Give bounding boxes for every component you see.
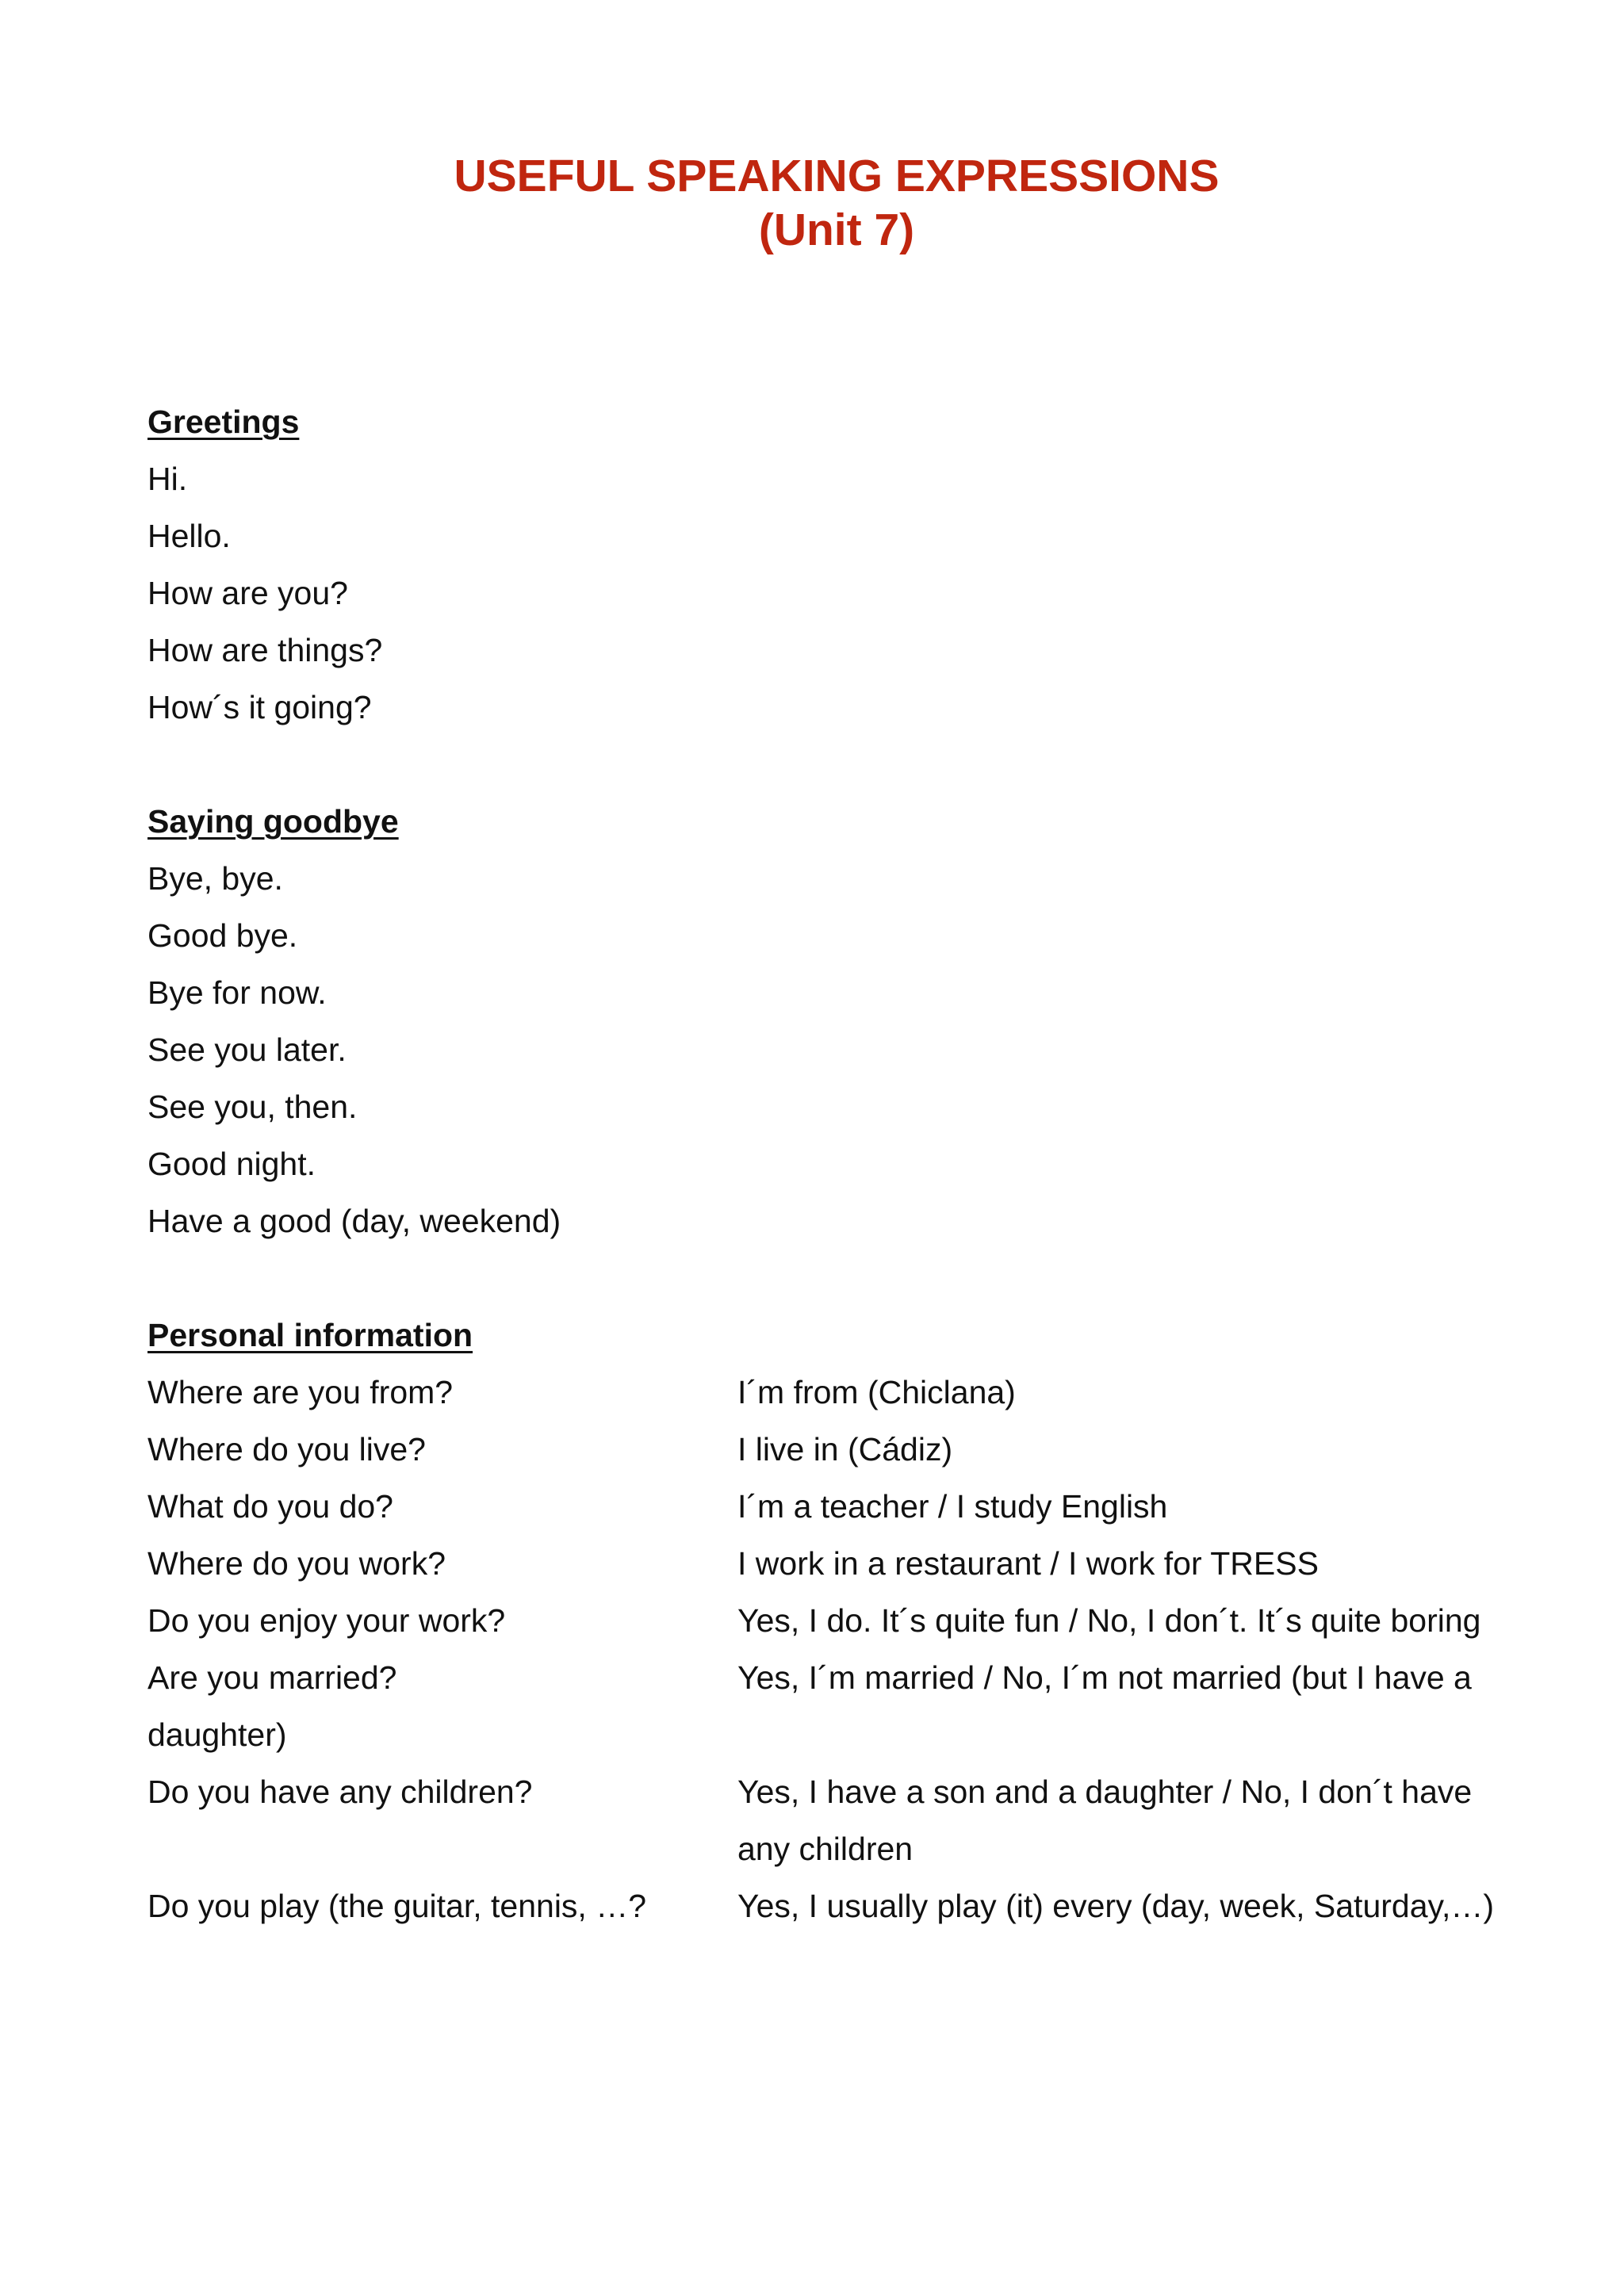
personal-info-heading: Personal information	[147, 1317, 473, 1353]
list-item: Bye for now.	[147, 974, 327, 1011]
answer-text: I live in (Cádiz)	[737, 1431, 953, 1468]
answer-text: I´m from (Chiclana)	[737, 1374, 1016, 1410]
question-text: Are you married?	[147, 1659, 397, 1696]
question-text: Do you have any children?	[147, 1774, 533, 1810]
list-item: Bye, bye.	[147, 860, 283, 897]
answer-text: Yes, I usually play (it) every (day, week, Saturday,…)	[737, 1888, 1495, 1924]
personal-info-section	[147, 1307, 1535, 1934]
qa-row	[147, 1478, 1535, 1535]
qa-row	[147, 1421, 1535, 1478]
answer-text	[737, 1763, 1535, 1877]
question-text: What do you do?	[147, 1488, 393, 1525]
goodbye-section	[147, 793, 1535, 1249]
qa-row	[147, 1649, 1535, 1706]
question-text: Where do you live?	[147, 1431, 426, 1468]
question-text: Do you enjoy your work?	[147, 1602, 506, 1639]
qa-row	[147, 1877, 1535, 1934]
list-item: See you, then.	[147, 1089, 358, 1125]
answer-text: Yes, I do. It´s quite fun / No, I don´t. It´s quite boring	[737, 1602, 1481, 1639]
list-item: See you later.	[147, 1031, 347, 1068]
list-item: Good bye.	[147, 917, 298, 954]
title-line-1: USEFUL SPEAKING EXPRESSIONS	[454, 151, 1220, 201]
question-text: Where do you work?	[147, 1545, 446, 1582]
answer-text: Yes, I´m married / No, I´m not married (but I have a	[737, 1659, 1472, 1696]
answer-line: Yes, I have a son and a daughter / No, I don´t have	[737, 1774, 1473, 1810]
greetings-heading: Greetings	[147, 404, 300, 440]
title-line-2: (Unit 7)	[758, 205, 915, 255]
qa-row	[147, 1592, 1535, 1649]
answer-text: I work in a restaurant / I work for TRESS	[737, 1545, 1319, 1582]
document-title	[0, 149, 1624, 257]
section-spacer	[147, 736, 1535, 793]
goodbye-heading: Saying goodbye	[147, 803, 399, 840]
question-text: Where are you from?	[147, 1374, 454, 1410]
greetings-section	[147, 393, 1535, 736]
answer-text: I´m a teacher / I study English	[737, 1488, 1168, 1525]
list-item: Have a good (day, weekend)	[147, 1203, 561, 1239]
list-item: How are you?	[147, 575, 348, 611]
list-item: How´s it going?	[147, 689, 372, 725]
qa-row	[147, 1364, 1535, 1421]
qa-row	[147, 1763, 1535, 1877]
list-item: Hi.	[147, 461, 188, 497]
list-item: Hello.	[147, 518, 231, 554]
section-spacer	[147, 1249, 1535, 1307]
question-text: Do you play (the guitar, tennis, …?	[147, 1888, 647, 1924]
list-item: Good night.	[147, 1146, 316, 1182]
list-item: How are things?	[147, 632, 383, 668]
answer-line: any children	[737, 1831, 914, 1867]
document-body	[147, 393, 1535, 1934]
answer-continuation: daughter)	[147, 1716, 287, 1753]
qa-row	[147, 1535, 1535, 1592]
